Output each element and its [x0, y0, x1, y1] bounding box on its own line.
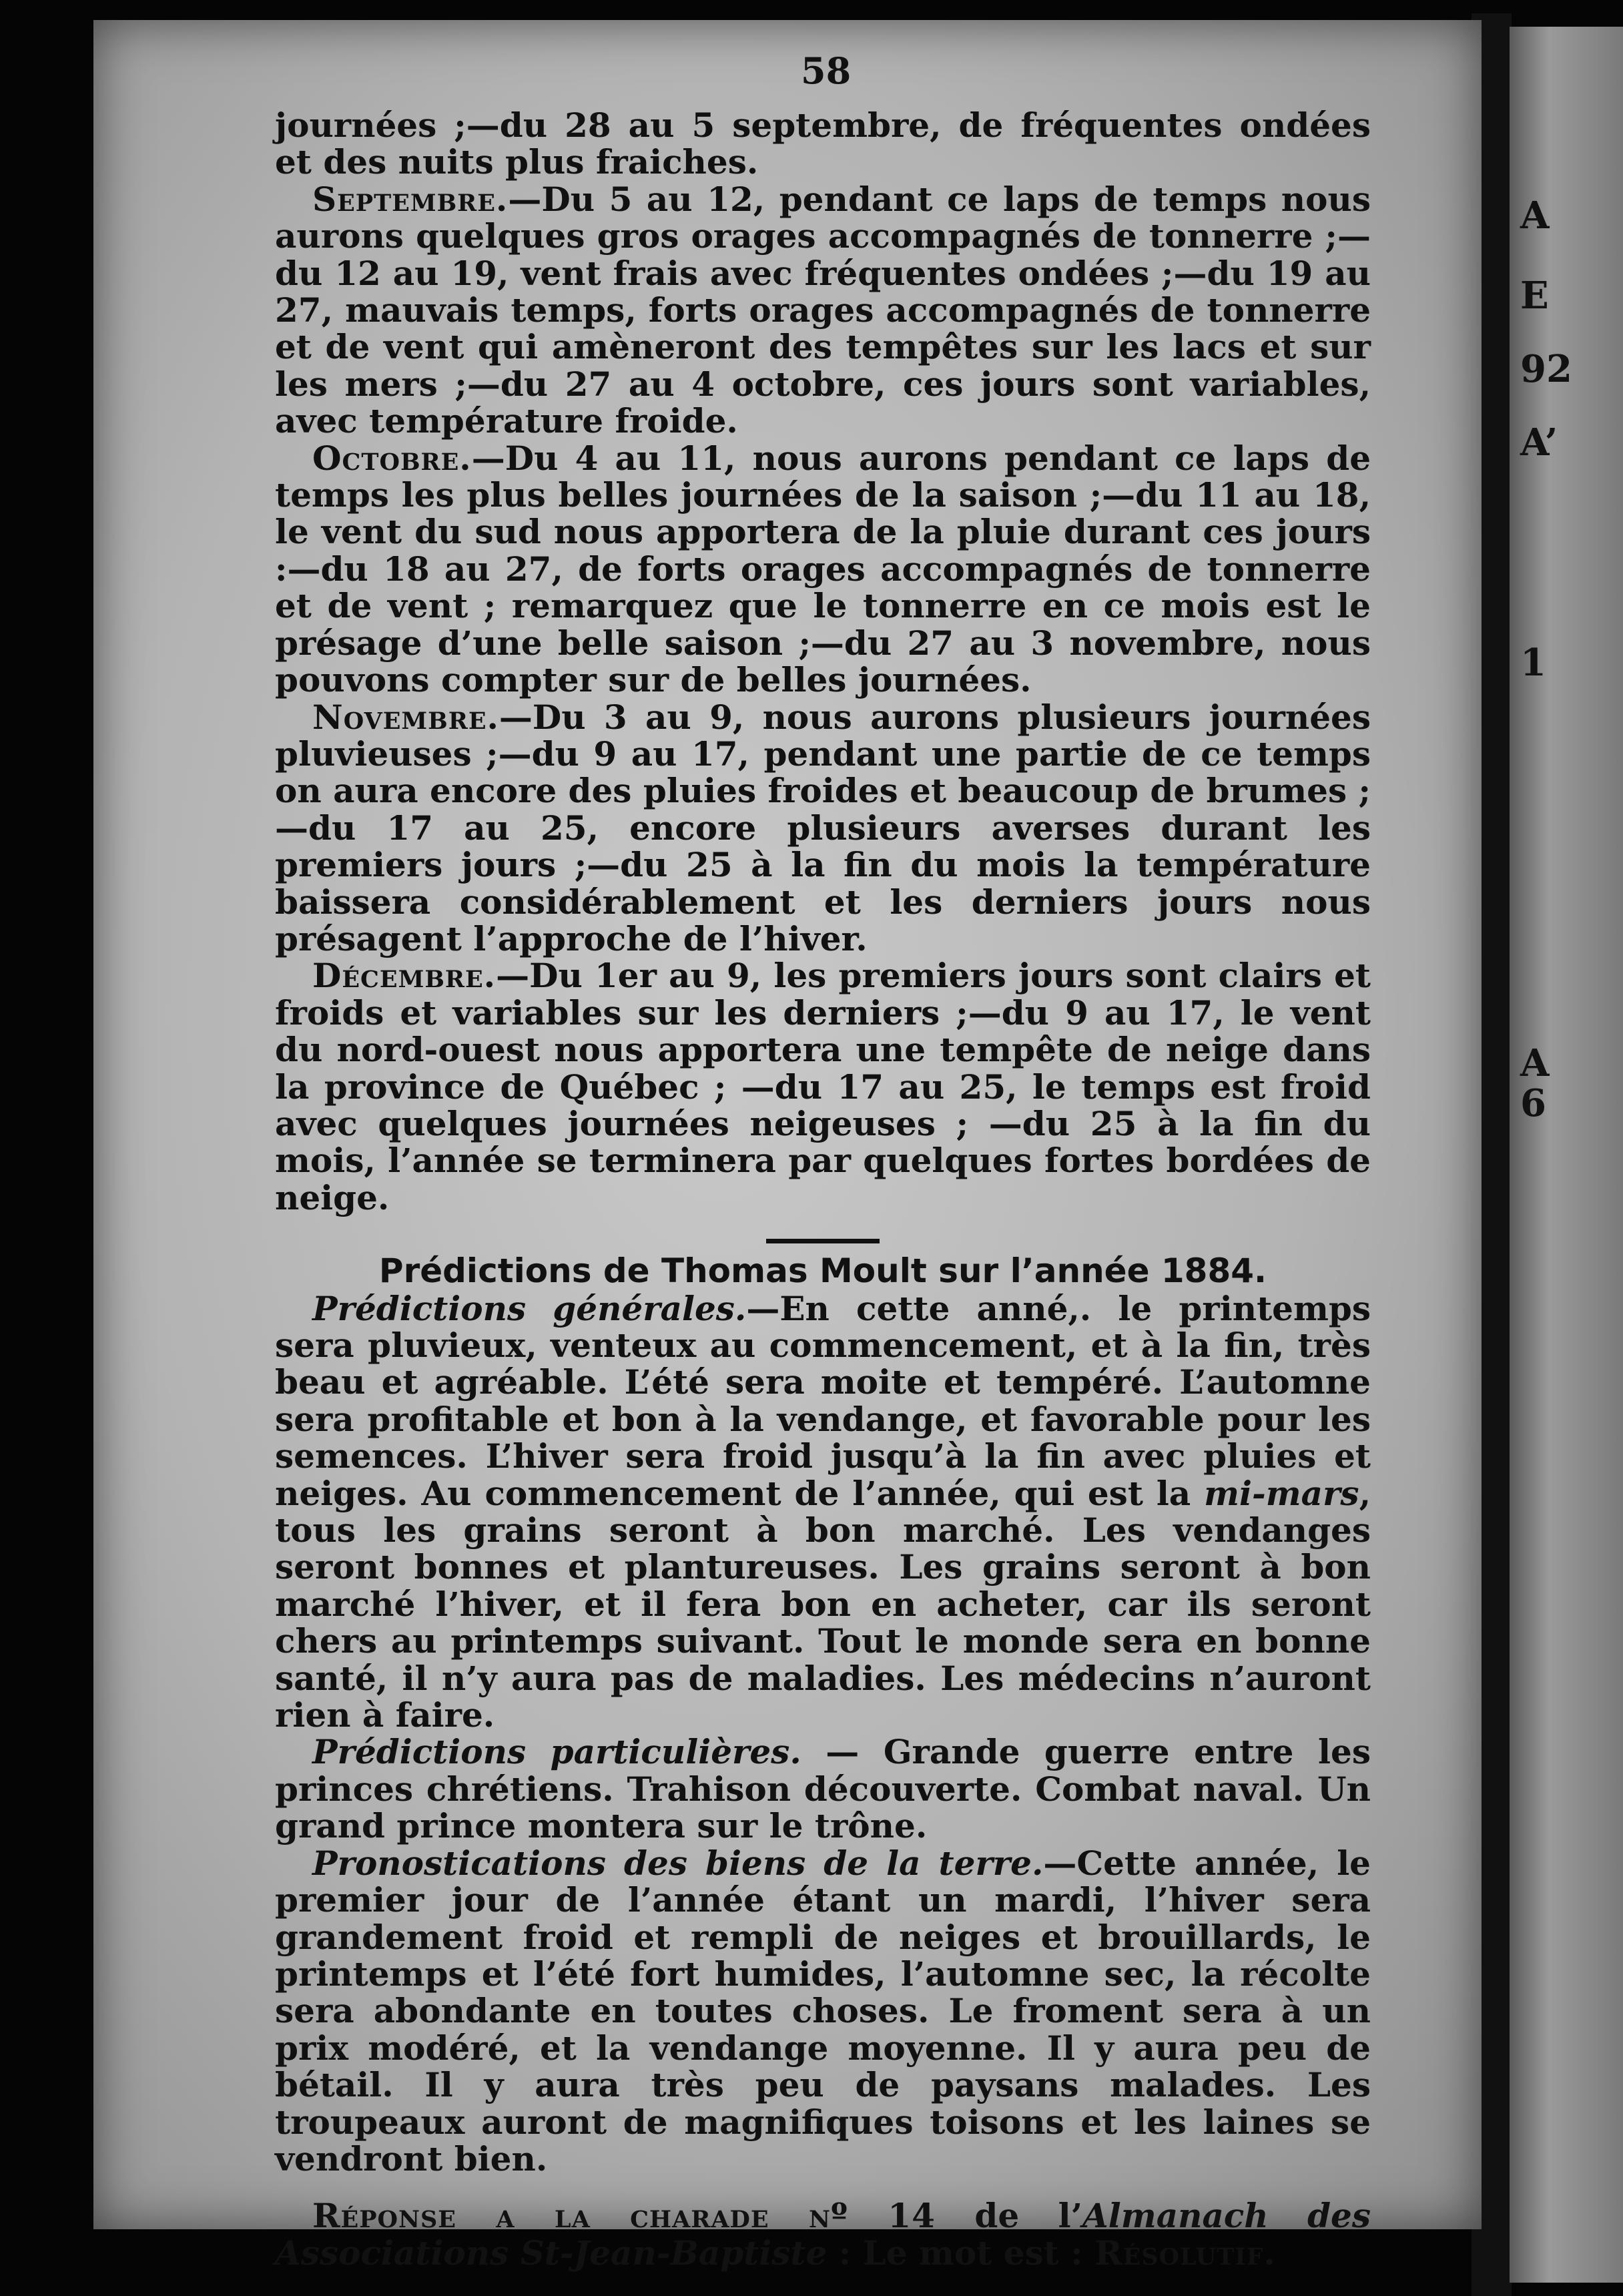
edge-letter: A	[1520, 194, 1550, 238]
edge-letter: 92	[1520, 347, 1572, 391]
emphasis-text: Almanach des Associations St-Jean-Baptiste	[275, 2196, 1371, 2273]
lead-label: Prédictions générales.	[312, 1288, 747, 1328]
paragraph-carry-over: journées ;—du 28 au 5 septembre, de fréquentes ondées et des nuits plus fraiches.	[275, 105, 1371, 182]
section-divider	[766, 1239, 880, 1243]
paragraph-text: —Du 5 au 12, pendant ce laps de temps nous aurons quelques gros orages accompagnés de tonnerre ;—du 12 au 19, vent frais avec fréquentes ondées ;—du 19 au 27, mauvais temps, forts orages accompagnés de tonnerre et de vent qui amèneront des tempêtes sur les lacs et sur les mers ;—du 27 au 4 octobre, ces jours sont variables, avec température froide.	[275, 179, 1371, 441]
spacer	[275, 2177, 1371, 2197]
paragraph-text: —Du 3 au 9, nous aurons plusieurs journées pluvieuses ;—du 9 au 17, pendant une partie de ce temps on aura encore des pluies froides et beaucoup de brumes ;—du 17 au 25, encore plusieurs averses durant les premiers jours ;—du 25 à la fin du mois la température baissera considérablement et les derniers jours nous présagent l’approche de l’hiver.	[275, 697, 1371, 958]
paragraph-septembre	[275, 181, 1371, 440]
paragraph-octobre	[275, 440, 1371, 699]
month-label: Décembre.	[312, 956, 497, 996]
edge-letter: A	[1520, 1041, 1550, 1085]
lead-label: Prédictions particulières.	[312, 1732, 801, 1772]
page-body	[275, 107, 1371, 2271]
paragraph-predictions-particulieres	[275, 1733, 1371, 1844]
edge-letter: A’	[1520, 420, 1558, 465]
month-label: Novembre.	[312, 697, 499, 737]
paragraph-reponse-charade	[275, 2197, 1371, 2271]
page-number: 58	[801, 49, 852, 92]
emphasis-text: mi-mars	[1204, 1473, 1359, 1513]
paragraph-text: de l’	[935, 2196, 1082, 2236]
answer-word: Résolutif.	[1094, 2233, 1276, 2273]
paragraph-text: — Grande guerre entre les princes chrétiens. Trahison découverte. Combat naval. Un grand prince montera sur le trône.	[275, 1732, 1371, 1846]
lead-label: Réponse a la charade nº 14	[312, 2196, 936, 2236]
edge-letter: E	[1520, 274, 1549, 318]
paragraph-novembre	[275, 699, 1371, 958]
paragraph-text: —Du 1er au 9, les premiers jours sont clairs et froids et variables sur les derniers ;—du 9 au 17, le vent du nord-ouest nous apportera une tempête de neige dans la province de Québec ; —du 17 au 25, le temps est froid avec quelques journées neigeuses ; —du 25 à la fin du mois, l’année se terminera par quelques fortes bordées de neige.	[275, 956, 1371, 1217]
paragraph-text: —En cette anné,. le printemps sera pluvieux, venteux au commencement, et à la fin, très beau et agréable. L’été sera moite et tempéré. L’automne sera profitable et bon à la vendange, et favorable pour les semences. L’hiver sera froid jusqu’à la fin avec pluies et neiges. Au commencement de l’année, qui est la	[275, 1288, 1371, 1513]
edge-letter: 1	[1520, 641, 1546, 685]
paragraph-text: : Le mot est :	[827, 2233, 1095, 2273]
paragraph-predictions-generales	[275, 1290, 1371, 1734]
section-heading: Prédictions de Thomas Moult sur l’année 1884.	[378, 1251, 1267, 1291]
paragraph-decembre	[275, 957, 1371, 1216]
paragraph-pronostications	[275, 1845, 1371, 2178]
lead-label: Pronostications des biens de la terre.	[312, 1843, 1044, 1883]
edge-letter: 6	[1520, 1081, 1546, 1125]
paragraph-text: —Cette année, le premier jour de l’année étant un mardi, l’hiver sera grandement froid et rempli de neiges et brouillards, le printemps et l’été fort humides, l’automne sec, la récolte sera abondante en toutes choses. Le froment sera à un prix modéré, et la vendange moyenne. Il y aura peu de bétail. Il y aura très peu de paysans malades. Les troupeaux auront de magnifiques toisons et les laines se vendront bien.	[275, 1843, 1371, 2179]
paragraph-text: —Du 4 au 11, nous aurons pendant ce laps de temps les plus belles journées de la saison ;—du 11 au 18, le vent du sud nous apportera de la pluie durant ces jours :—du 18 au 27, de forts orages accompagnés de tonnerre et de vent ; remarquez que le tonnerre en ce mois est le présage d’une belle saison ;—du 27 au 3 novembre, nous pouvons compter sur de belles journées.	[275, 438, 1371, 700]
month-label: Septembre.	[312, 179, 509, 219]
paragraph-text: , tous les grains seront à bon marché. Les vendanges seront bonnes et plantureuses. Les grains seront à bon marché l’hiver, et il fera bon en acheter, car ils seront chers au printemps suivant. Tout le monde sera en bonne santé, il n’y aura pas de maladies. Les médecins n’auront rien à faire.	[275, 1473, 1371, 1735]
month-label: Octobre.	[312, 438, 472, 478]
